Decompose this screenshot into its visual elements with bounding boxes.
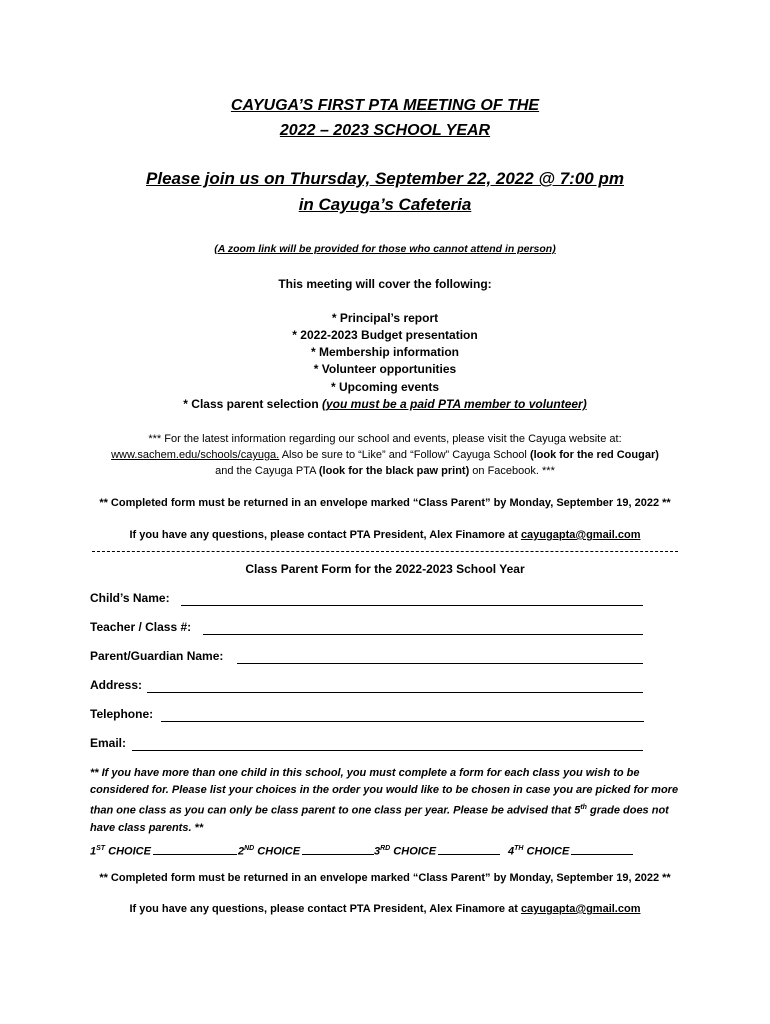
agenda-item: * Upcoming events (330, 380, 440, 394)
note-text: ** If you have more than one child in this school, you must complete a form for each class you wish to be considered for. Please list your choices in the order you would like to be chosen in case you are picked for more than one class as you can only be class parent to one class per year. Please be advised that 5 (90, 767, 679, 817)
questions-text: If you have any questions, please contact PTA President, Alex Finamore at (129, 903, 521, 915)
footer-email-link[interactable]: cayugapta@gmail.com (520, 903, 641, 915)
choice-label: CHOICE (390, 845, 437, 858)
agenda-item-label: * Class parent selection (183, 397, 323, 411)
choice-number: 3 (374, 845, 381, 858)
info-text: and the Cayuga PTA (215, 465, 319, 477)
fourth-choice (508, 845, 633, 858)
choice-suffix: RD (380, 845, 391, 852)
first-choice (90, 845, 237, 858)
form-title: Class Parent Form for the 2022-2023 School Year (245, 562, 525, 576)
info-line-1: *** For the latest information regarding our school and events, please visit the Cayuga website at: (148, 433, 622, 445)
address-label: Address: (90, 678, 143, 692)
choice-suffix: ST (96, 845, 106, 852)
choice-suffix: ND (244, 845, 255, 852)
info-bold: (look for the red Cougar) (529, 449, 659, 461)
footer-questions-line (0, 903, 770, 915)
deadline-notice: ** Completed form must be returned in an envelope marked “Class Parent” by Monday, September 19, 2022 ** (99, 497, 671, 509)
third-choice (374, 845, 500, 858)
choice-label: CHOICE (105, 845, 151, 858)
info-bold: (look for the black paw print) (318, 465, 470, 477)
multiple-children-note (90, 765, 680, 837)
second-choice (238, 845, 374, 858)
footer-deadline-notice: ** Completed form must be returned in an envelope marked “Class Parent” by Monday, September 19, 2022 ** (99, 872, 671, 884)
first-choice-field[interactable] (153, 854, 237, 855)
telephone-field[interactable] (161, 721, 644, 722)
choice-label: CHOICE (254, 845, 301, 858)
parent-name-label: Parent/Guardian Name: (90, 649, 224, 663)
agenda-item-requirement: (you must be a paid PTA member to volunteer) (322, 397, 587, 411)
agenda-intro: This meeting will cover the following: (278, 277, 492, 291)
choice-label: CHOICE (523, 845, 570, 858)
agenda-item: * Volunteer opportunities (313, 362, 457, 376)
note-superscript: th (580, 804, 587, 811)
questions-line (0, 529, 770, 541)
fourth-choice-field[interactable] (571, 854, 633, 855)
second-choice-field[interactable] (302, 854, 374, 855)
info-text: on Facebook. *** (469, 465, 555, 477)
invite-line-1: Please join us on Thursday, September 22, 2022 @ 7:00 pm (146, 169, 624, 188)
choice-number: 2 (238, 845, 245, 858)
third-choice-field[interactable] (438, 854, 500, 855)
questions-text: If you have any questions, please contact PTA President, Alex Finamore at (129, 529, 521, 541)
choice-number: 1 (90, 845, 97, 858)
choice-suffix: TH (514, 845, 524, 852)
info-line-3 (0, 465, 770, 477)
website-link[interactable]: www.sachem.edu/schools/cayuga. (111, 449, 280, 461)
title-line-1: CAYUGA’S FIRST PTA MEETING OF THE (230, 97, 540, 114)
title-line-2: 2022 – 2023 SCHOOL YEAR (279, 122, 491, 139)
agenda-item-class-parent (0, 397, 770, 411)
address-field[interactable] (147, 692, 643, 693)
agenda-item: * Principal’s report (331, 311, 439, 325)
child-name-field[interactable] (181, 605, 643, 606)
note-text-end: grade does not have class parents. ** (90, 804, 669, 834)
child-name-label: Child’s Name: (90, 591, 170, 605)
info-text: Also be sure to “Like” and “Follow” Cayuga School (279, 449, 530, 461)
teacher-class-field[interactable] (203, 634, 643, 635)
cut-line (92, 551, 678, 552)
info-line-2 (0, 449, 770, 461)
parent-name-field[interactable] (237, 663, 643, 664)
email-field[interactable] (132, 750, 643, 751)
invite-line-2: in Cayuga’s Cafeteria (298, 195, 472, 214)
telephone-label: Telephone: (90, 707, 154, 721)
choice-number: 4 (508, 845, 515, 858)
email-link[interactable]: cayugapta@gmail.com (520, 529, 641, 541)
agenda-item: * Membership information (310, 345, 459, 359)
teacher-class-label: Teacher / Class #: (90, 620, 192, 634)
email-label: Email: (90, 736, 127, 750)
zoom-note: (A zoom link will be provided for those who cannot attend in person) (214, 243, 556, 255)
agenda-item: * 2022-2023 Budget presentation (292, 328, 478, 342)
